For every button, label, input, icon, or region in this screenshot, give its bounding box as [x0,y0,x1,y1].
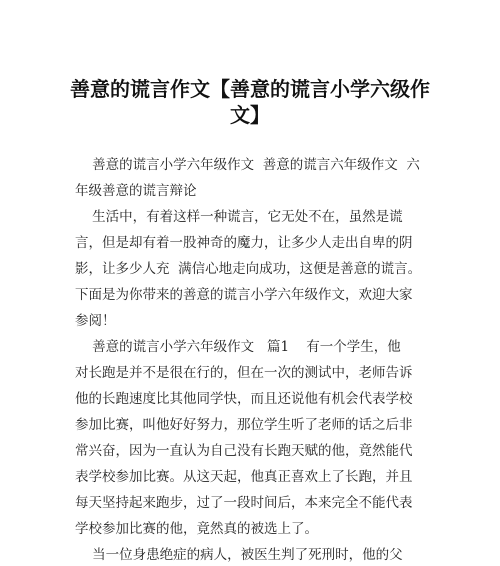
body-line: 对长跑是并不是很在行的，但在一次的测试中，老师告诉 [75,365,413,381]
body-line: 他的长跑速度比其他同学快，而且还说他有机会代表学校 [75,391,413,407]
body-line: 生活中，有着这样一种谎言，它无处不在，虽然是谎 [75,209,403,225]
body-line: 下面是为你带来的善意的谎言小学六年级作文，欢迎大家 [75,287,413,303]
title-line: 文】 [230,103,270,127]
body-line: 年级善意的谎言辩论 [75,183,197,199]
body-line: 常兴奋，因为一直认为自己没有长跑天赋的他，竟然能代 [75,443,413,459]
body-line: 每天坚持起来跑步，过了一段时间后，本来完全不能代表 [75,495,413,511]
title-line: 善意的谎言作文【善意的谎言小学六级作 [70,77,430,101]
body-line: 学校参加比赛的他，竟然真的被选上了。 [75,521,318,537]
body-line: 善意的谎言小学六年级作文 善意的谎言六年级作文 六 [75,157,420,173]
body-line: 表学校参加比赛。从这天起，他真正喜欢上了长跑，并且 [75,469,413,485]
body-line: 言，但是却有着一股神奇的魔力，让多少人走出自卑的阴 [75,235,413,251]
body-line: 善意的谎言小学六年级作文 篇1 有一个学生，他 [75,339,401,355]
document-title [70,76,430,128]
body-line: 参加比赛，叫他好好努力，那位学生听了老师的话之后非 [75,417,413,433]
body-line: 参阅！ [75,313,116,329]
body-line: 当一位身患绝症的病人，被医生判了死刑时，他的父 [75,547,403,563]
article-body [75,152,430,566]
body-line: 影，让多少人充 满信心地走向成功，这便是善意的谎言。 [75,261,422,277]
